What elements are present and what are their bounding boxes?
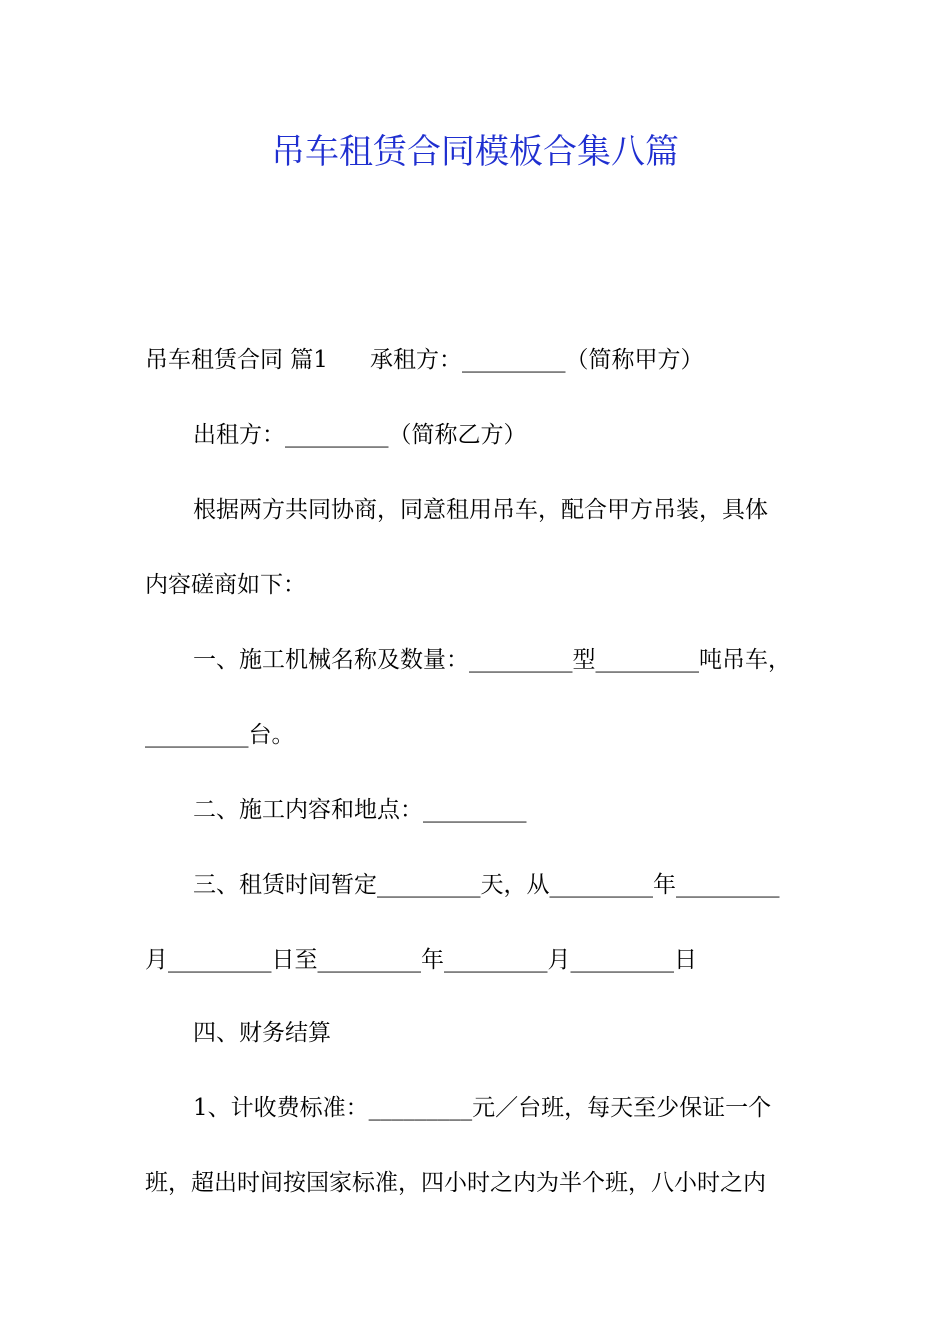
clause-3-continued: 月_________日至_________年_________月_________日 [145,947,697,973]
clause-4-heading: 四、财务结算 [193,1020,331,1046]
clause-1-machinery: 一、施工机械名称及数量：_________型_________吨吊车， [193,647,791,673]
clause-3-period: 三、租赁时间暂定_________天，从_________年_________ [193,872,780,898]
paragraph-intro-continued: 内容磋商如下： [145,572,306,598]
contract-heading-line [145,343,703,377]
contract-section-label: 吊车租赁合同 篇1 [145,347,328,373]
clause-2-location: 二、施工内容和地点：_________ [193,797,527,823]
clause-1-continued: _________台。 [145,722,295,748]
lessee-party: 承租方：_________（简称甲方） [369,347,704,373]
clause-4-1-fee: 1、计收费标准：_________元／台班，每天至少保证一个 [193,1095,772,1121]
lessor-party: 出租方：_________（简称乙方） [193,422,527,448]
document-title: 吊车租赁合同模板合集八篇 [271,132,679,172]
clause-4-1-continued: 班，超出时间按国家标准，四小时之内为半个班，八小时之内 [145,1170,766,1196]
paragraph-intro: 根据两方共同协商，同意租用吊车，配合甲方吊装，具体 [193,497,768,523]
